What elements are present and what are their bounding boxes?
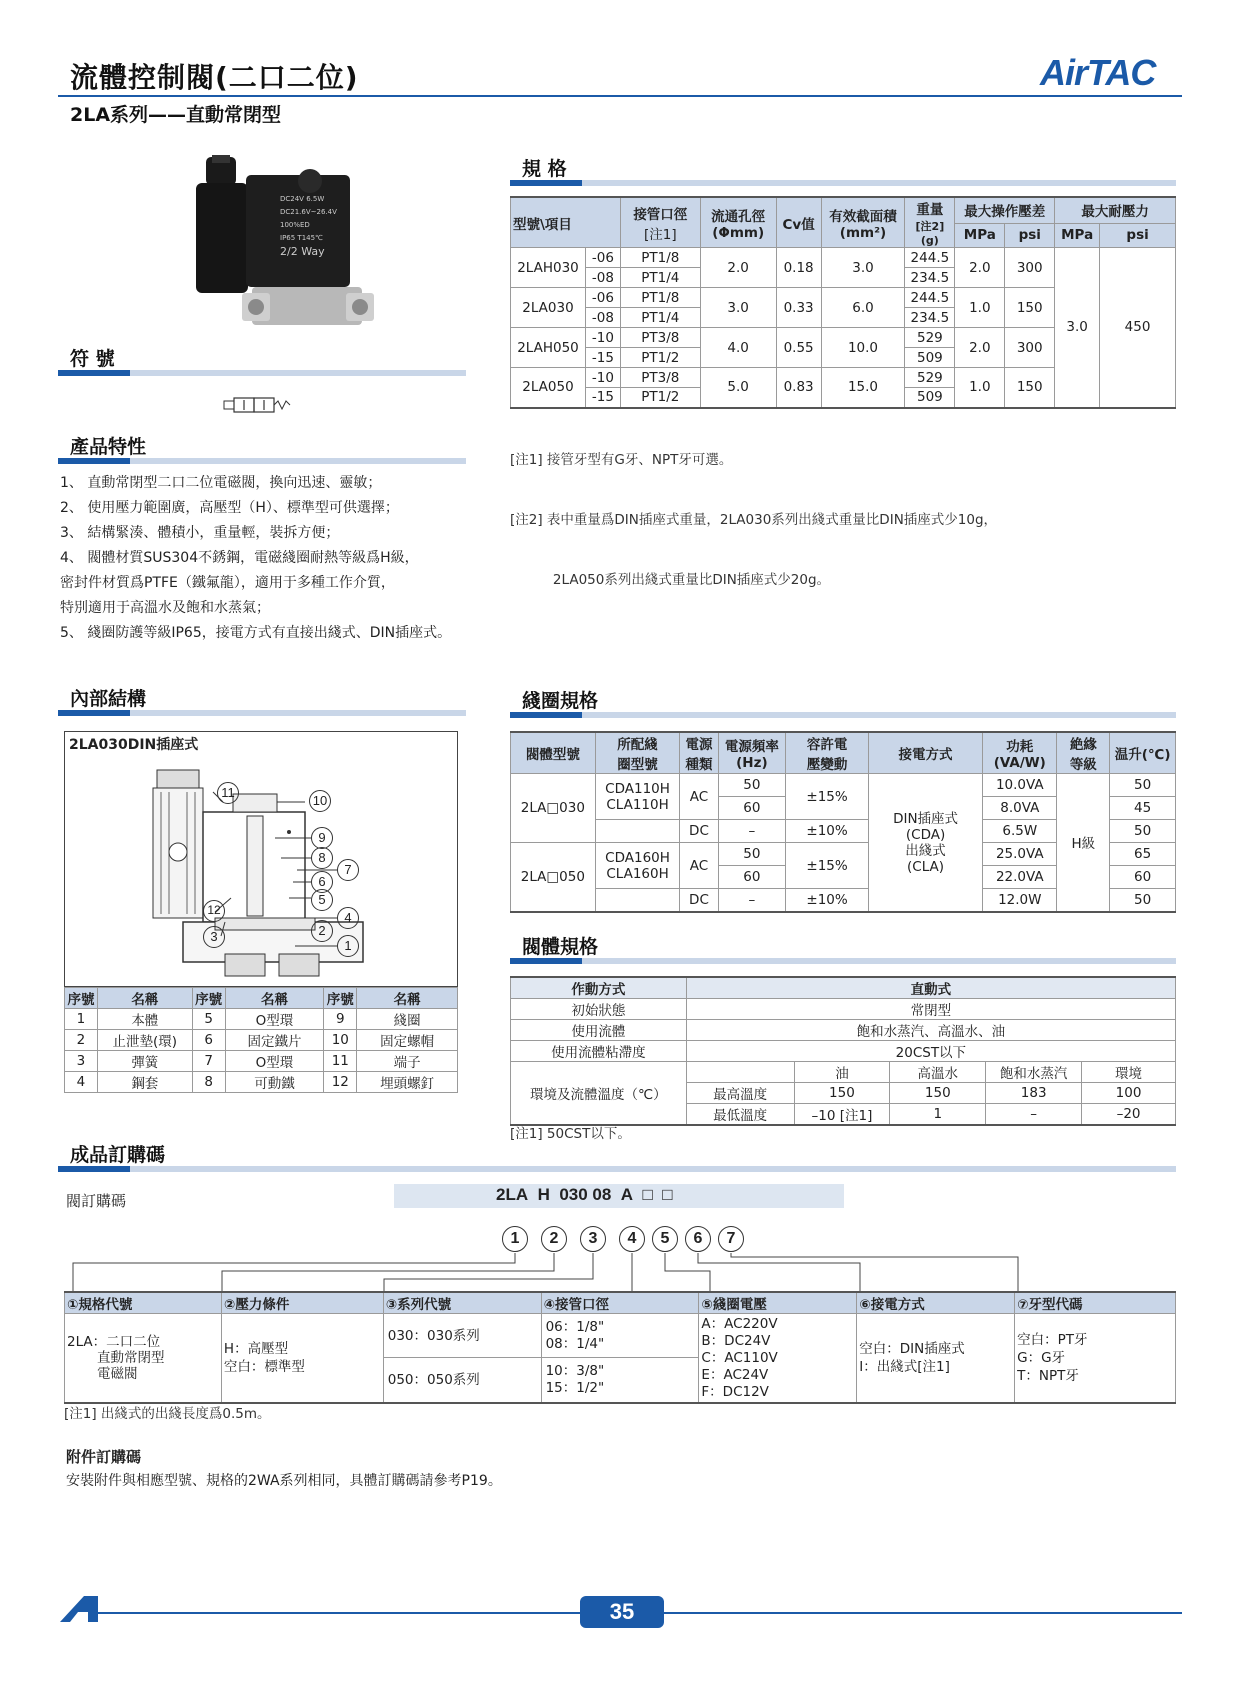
accessory-text: 安裝附件與相應型號、規格的2WA系列相同，具體訂購碼請參考P19。	[66, 1473, 502, 1489]
table-row: 2LAH050 -10 PT3/8 4.0 0.55 10.0 529 2.0 300	[511, 328, 1176, 348]
th-cv: Cv值	[776, 197, 821, 248]
table-row: 最高溫度 150 150 183 100	[511, 1083, 1176, 1104]
order-circle-6: 6	[685, 1226, 711, 1252]
th-psi: psi	[1005, 223, 1055, 247]
callout-5: 5	[311, 889, 333, 911]
section-bar	[510, 180, 1176, 186]
table-row: 60 22.0VA 60	[511, 866, 1176, 889]
table-row: 3 彈簧 7 O型環 11 端子	[65, 1051, 458, 1072]
table-row: 作動方式 直動式	[511, 977, 1176, 999]
page-number: 35	[580, 1596, 664, 1628]
coil-label-line: DC24V 6.5W	[280, 195, 325, 203]
th-port: 接管口徑 [注1]	[620, 197, 700, 248]
feature-item: 密封件材質爲PTFE（鐵氟龍），適用于多種工作介質，	[60, 575, 395, 591]
spec-table	[510, 196, 1176, 409]
table-row: 60 8.0VA 45	[511, 797, 1176, 820]
valve-note: [注1] 50CST以下。	[510, 1126, 631, 1142]
feature-item: 3、 結構緊湊、體積小，重量輕，裝拆方便；	[60, 525, 340, 541]
spec-note: 2LA050系列出綫式重量比DIN插座式少20g。	[510, 572, 831, 588]
callout-12: 12	[203, 900, 225, 922]
section-features-heading: 產品特性	[70, 436, 147, 458]
table-row: 2LAH030 -06 PT1/8 2.0 0.18 3.0 244.5 2.0 300 3.0 450	[511, 248, 1176, 268]
section-symbol-heading: 符 號	[70, 348, 115, 370]
section-coil-heading: 綫圈規格	[522, 690, 599, 712]
table-row: 2 止泄墊(環) 6 固定鐵片 10 固定螺帽	[65, 1030, 458, 1051]
coil-label-line: IP65 T145℃	[280, 234, 323, 242]
table-row: 1 本體 5 O型環 9 綫圈	[65, 1009, 458, 1030]
callout-11: 11	[217, 782, 239, 804]
section-bar	[510, 712, 1176, 718]
table-row: 最低溫度 –10 [注1] 1 – –20	[511, 1104, 1176, 1126]
accessory-title: 附件訂購碼	[66, 1448, 142, 1466]
order-label: 閥訂購碼	[66, 1192, 127, 1210]
feature-item: 4、 閥體材質SUS304不銹鋼，電磁綫圈耐熱等級爲H級，	[60, 550, 419, 566]
features-list	[60, 471, 451, 646]
table-row: 2LA050 -10 PT3/8 5.0 0.83 15.0 529 1.0 150	[511, 368, 1176, 388]
order-circle-5: 5	[652, 1226, 678, 1252]
table-row: -15 PT1/2 509	[511, 388, 1176, 408]
coil-label-line: 100%ED	[280, 221, 310, 229]
valve-body-table	[510, 976, 1176, 1126]
spec-notes	[510, 410, 997, 610]
th-mpa: MPa	[955, 223, 1005, 247]
order-circle-3: 3	[580, 1226, 606, 1252]
section-bar	[510, 958, 1176, 964]
header-rule	[58, 95, 1182, 97]
table-row: 2LA030 -06 PT1/8 3.0 0.33 6.0 244.5 1.0 150	[511, 288, 1176, 308]
section-internal-heading: 內部結構	[70, 688, 147, 710]
internal-diagram-box	[64, 731, 458, 987]
table-row: 使用流體粘滯度 20CST以下	[511, 1041, 1176, 1062]
callout-9: 9	[311, 827, 333, 849]
section-spec-heading: 規 格	[522, 158, 567, 180]
product-image	[190, 155, 395, 330]
th-maxpress: 最大耐壓力	[1055, 197, 1176, 223]
callout-8: 8	[311, 847, 333, 869]
coil-label-line: 2/2 Way	[280, 245, 325, 258]
table-row: -15 PT1/2 509	[511, 348, 1176, 368]
page-subtitle: 2LA系列——直動常閉型	[70, 104, 282, 126]
table-row: 2LA□050 CDA160H CLA160H AC 50 ±15% 出綫式 (CLA) 25.0VA 65	[511, 843, 1176, 866]
spec-note: [注2] 表中重量爲DIN插座式重量，2LA030系列出綫式重量比DIN插座式少10g，	[510, 512, 998, 528]
callout-2: 2	[311, 920, 333, 942]
page-title: 流體控制閥(二口二位)	[70, 61, 359, 94]
order-circle-4: 4	[619, 1226, 645, 1252]
feature-item: 特別適用于高溫水及飽和水蒸氣；	[60, 600, 270, 616]
order-code: 2LA H 030 08 A □ □	[496, 1185, 673, 1204]
airtac-logo: AirTAC	[1040, 52, 1156, 93]
coil-label-line: DC21.6V~26.4V	[280, 208, 337, 216]
callout-10: 10	[309, 790, 331, 812]
order-table: ①規格代號 ②壓力條件 ③系列代號 ④接管口徑 ⑤綫圈電壓 ⑥接電方式 ⑦牙型代碼 2LA：二口二位 直動常閉型 電磁閥 H：高壓型 空白：標準型 030：030系列 050：050系列 06：1/8" 08：1/4" 10：3/8" 15：1/2" A：AC220V B：DC24V C：AC110V E：AC24V F：DC12V 空白：DIN插座式 I：出綫式[注1] 空白：PT牙 G：G牙 T：NPT牙	[64, 1291, 1176, 1404]
callout-1: 1	[337, 935, 359, 957]
th-mpa: MPa	[1055, 223, 1100, 247]
th-model: 型號\項目	[511, 197, 621, 248]
table-row: -08 PT1/4 234.5	[511, 308, 1176, 328]
table-row: 2LA□030 CDA110H CLA110H AC 50 ±15% DIN插座式 (CDA) 10.0VA H級 50	[511, 774, 1176, 797]
max-pressure-psi: 450	[1100, 248, 1176, 408]
parts-table: 序號 名稱 序號 名稱 序號 名稱 1 本體 5 O型環 9 綫圈 2 止泄墊(環) 6 固定鐵片 10 固定螺帽 3 彈簧 7 O型環 11 端子 4 鋼套 8 可動鐵 12 埋頭螺釘	[64, 987, 458, 1093]
order-note: [注1] 出綫式的出綫長度爲0.5m。	[64, 1406, 271, 1422]
callout-4: 4	[337, 907, 359, 929]
th-psi: psi	[1100, 223, 1176, 247]
order-circle-1: 1	[502, 1226, 528, 1252]
callout-3: 3	[203, 926, 225, 948]
max-pressure-mpa: 3.0	[1055, 248, 1100, 408]
callout-6: 6	[311, 871, 333, 893]
section-bar	[58, 370, 466, 376]
section-bar	[58, 710, 466, 716]
section-order-heading: 成品訂購碼	[70, 1144, 166, 1166]
table-row: 使用流體 飽和水蒸汽、高溫水、油	[511, 1020, 1176, 1041]
th-orifice: 流通孔徑 (Φmm)	[700, 197, 776, 248]
internal-diagram-title: 2LA030DIN插座式	[69, 737, 199, 753]
order-circle-7: 7	[718, 1226, 744, 1252]
coil-table: 閥體型號 所配綫 圈型號 電源 種類 電源頻率 (Hz) 容許電 壓變動 接電方式 功耗 (VA/W) 絶緣 等級 温升(℃) 2LA□030 CDA110H CLA110H AC 50 ±15% DIN插座式 (CDA) 10.0VA H級 50 60 8.0VA 45 DC – ±10% 6.5W 50 2LA□050 CDA160H CLA160H AC 50 ±15% 出綫式 (CLA) 25.0VA 65 60 22.0VA 60 DC – ±10% 12.0W 50	[510, 731, 1176, 913]
valve-symbol-icon	[220, 395, 292, 419]
feature-item: 2、 使用壓力範圍廣，高壓型（H）、標準型可供選擇；	[60, 500, 399, 516]
feature-item: 5、 綫圈防護等級IP65，接電方式有直接出綫式、DIN插座式。	[60, 625, 452, 641]
spec-note: [注1] 接管牙型有G牙、NPT牙可選。	[510, 452, 733, 468]
th-maxdiff: 最大操作壓差	[955, 197, 1055, 223]
order-circle-2: 2	[541, 1226, 567, 1252]
section-bar	[58, 458, 466, 464]
section-valve-heading: 閥體規格	[522, 936, 599, 958]
callout-7: 7	[337, 859, 359, 881]
th-area: 有效截面積 (mm²)	[821, 197, 905, 248]
th-weight: 重量 [注2](g)	[905, 197, 955, 248]
table-row: 4 鋼套 8 可動鐵 12 埋頭螺釘	[65, 1072, 458, 1093]
feature-item: 1、 直動常閉型二口二位電磁閥，換向迅速、靈敏；	[60, 475, 382, 491]
table-row: -08 PT1/4 234.5	[511, 268, 1176, 288]
table-row: 初始狀態 常閉型	[511, 999, 1176, 1020]
table-row: DC – ±10% 6.5W 50	[511, 820, 1176, 843]
table-row: 環境及流體溫度（℃） 油 高溫水 飽和水蒸汽 環境	[511, 1062, 1176, 1083]
footer-logo-icon	[58, 1594, 106, 1628]
table-row: DC – ±10% 12.0W 50	[511, 889, 1176, 912]
section-bar	[58, 1166, 1176, 1172]
